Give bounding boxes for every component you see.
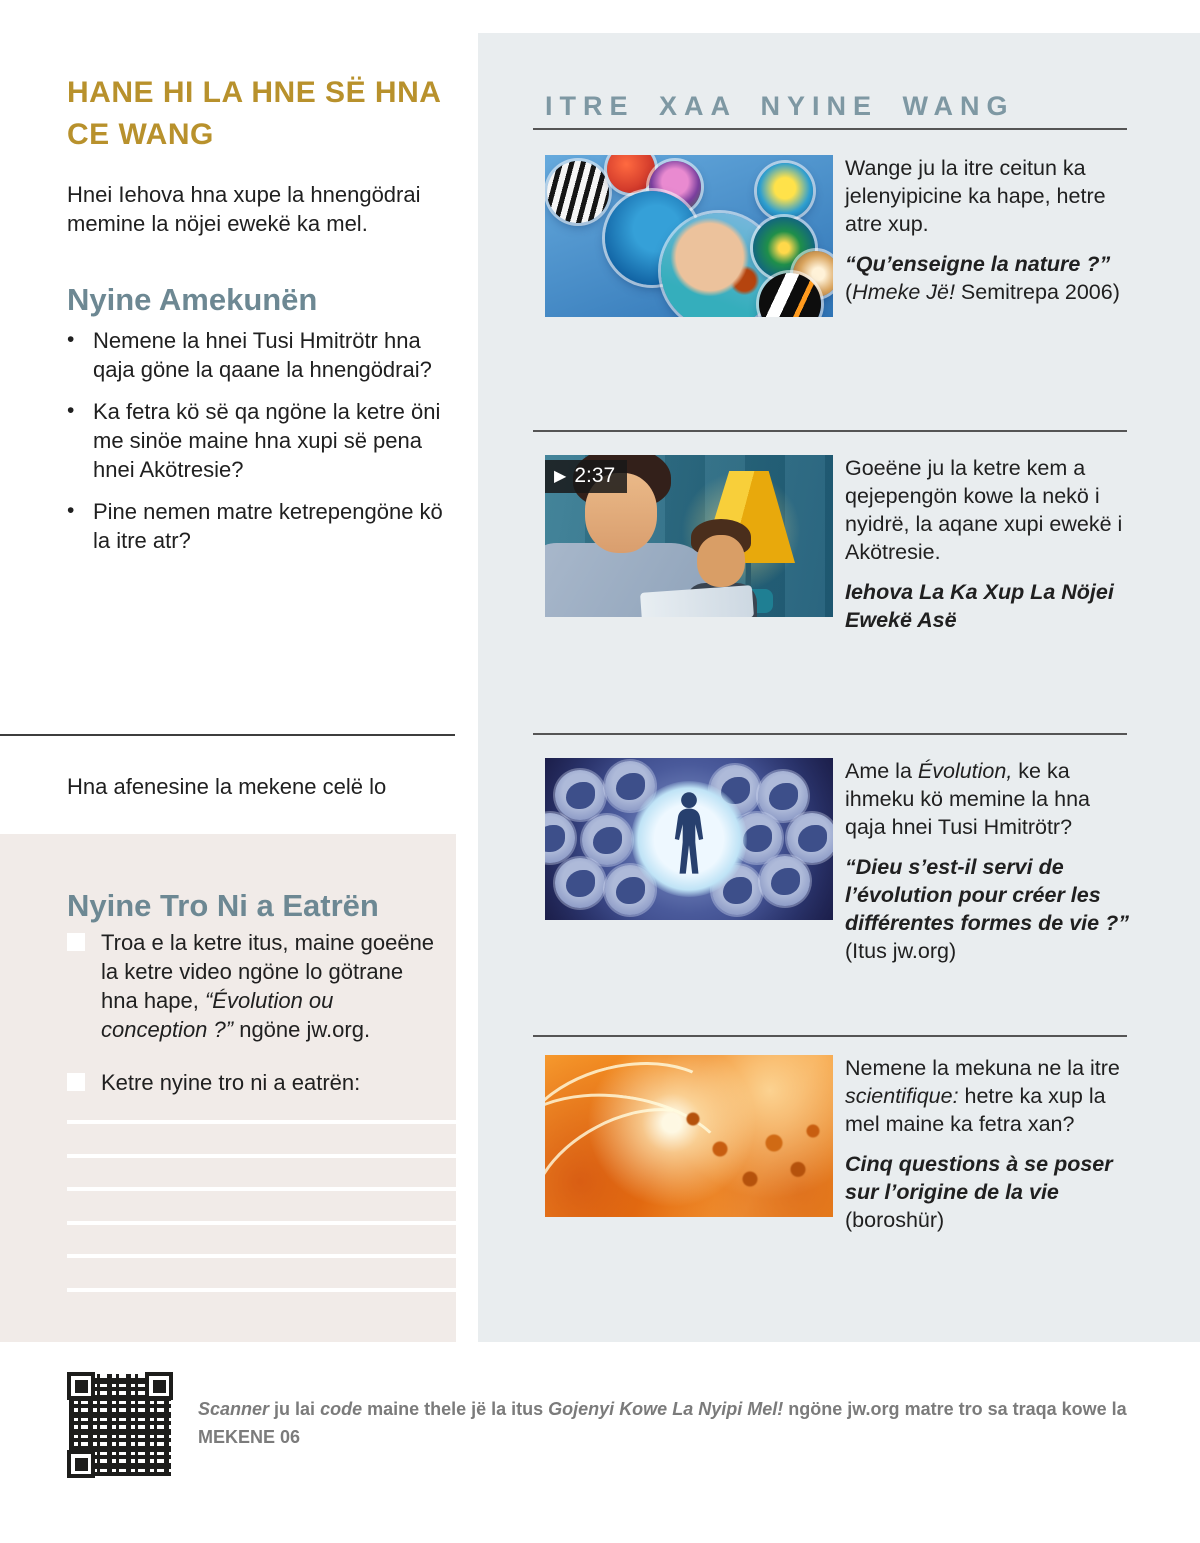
media-title: Iehova La Ka Xup La Nöjei Ewekë Asë (845, 579, 1114, 632)
question-text: Pine nemen matre ketrepengöne kö la itre atr? (93, 499, 443, 554)
source-run: Semitrepa 2006) (954, 279, 1120, 304)
zebra-bubble (547, 161, 609, 223)
description-italic: scientifique: (845, 1083, 959, 1108)
completed-date-label: Hna afenesine la mekene celë lo (67, 774, 387, 799)
qr-finder-icon (67, 1372, 95, 1400)
answer-line[interactable] (67, 1254, 456, 1258)
media-item (545, 155, 1145, 317)
title-run: Cinq questions à se poser sur l’origine de la vie (845, 1151, 1113, 1204)
media-item-text (845, 455, 1133, 635)
scan-line (198, 1399, 543, 1419)
dna-strand (675, 1095, 825, 1215)
qr-finder-icon (145, 1372, 173, 1400)
panel-divider (533, 128, 1127, 130)
goal-text-italic: “Évolution ou conception ?” (101, 988, 334, 1043)
checkbox[interactable] (67, 933, 85, 951)
animal-bubble (555, 770, 605, 820)
review-heading: Nyine Amekunën (67, 281, 318, 317)
goal-text (101, 928, 445, 1044)
answer-line[interactable] (67, 1288, 456, 1292)
scan-line: matre tro sa traqa kowe la MEKENE 06 (198, 1399, 1127, 1447)
goals-section (0, 834, 456, 1342)
answer-lines (67, 1120, 456, 1321)
video-duration-badge (545, 460, 627, 493)
panel-divider (533, 430, 1127, 432)
description-run: Ame la (845, 759, 918, 783)
scan-footer (67, 1372, 1200, 1478)
media-title (845, 1151, 1133, 1235)
goal-item (67, 928, 445, 1044)
media-item-text (845, 1055, 1133, 1235)
bullet-icon: • (67, 399, 75, 423)
title-run: “Dieu s’est-il servi de l’évolution pour créer les différentes formes de vie ?” (845, 854, 1129, 935)
answer-line[interactable] (67, 1187, 456, 1191)
media-title (845, 854, 1133, 966)
scan-line (548, 1399, 899, 1419)
intro-text: Hnei Iehova hna xupe la hnengödrai memine la nöjei ewekë ka mel. (67, 182, 421, 237)
animal-bubble (787, 813, 833, 863)
description-italic: Évolution, (917, 759, 1013, 783)
media-description: Goeëne ju la ketre kem a qejepengön kowe la nekö i nyidrë, la aqane xupi ewekë i Akötresie. (845, 456, 1123, 564)
scan-text-italic: Gojenyi Kowe La Nyipi Mel! (548, 1399, 784, 1419)
animal-bubble (555, 858, 605, 908)
son-face (697, 535, 745, 587)
goal-text-run: ngöne jw.org. (233, 1017, 371, 1043)
media-description (845, 758, 1133, 842)
media-title: “Qu’enseigne la nature ?” (845, 251, 1111, 276)
source-italic: Hmeke Jë! (852, 279, 955, 304)
play-icon: ▶ (554, 468, 567, 485)
qr-code (67, 1372, 173, 1478)
media-item-text (845, 155, 1133, 317)
answer-line[interactable] (67, 1154, 456, 1158)
more-to-watch-panel (478, 33, 1200, 1342)
evolution-thumbnail (545, 758, 833, 920)
description-run: ke ka ihmeku kö memine la hna qaja hnei Tusi Hmitrötr? (845, 759, 1090, 839)
media-item (545, 455, 1145, 635)
question-item (67, 397, 452, 484)
video-duration: 2:37 (574, 464, 616, 487)
media-source (845, 279, 1133, 307)
panel-divider (533, 1035, 1127, 1037)
left-divider (0, 734, 455, 736)
bullet-icon: • (67, 499, 75, 523)
scan-text-italic: Scanner (198, 1399, 270, 1419)
review-question-list (67, 326, 452, 568)
panel-divider (533, 733, 1127, 735)
source-run: ( (845, 279, 853, 304)
answer-line[interactable] (67, 1221, 456, 1225)
question-item (67, 326, 452, 384)
angelfish-bubble (757, 163, 813, 219)
question-item (67, 497, 452, 555)
scan-text-run: ngöne jw.org (783, 1399, 900, 1419)
red-fish-bubble (607, 155, 655, 193)
scan-text-run: maine thele jë la itus (362, 1399, 544, 1419)
media-item (545, 758, 1145, 966)
goal-text-run: Troa e la ketre itus, maine goeëne la ketre video ngöne lo götrane hna hape, (101, 930, 435, 1014)
checkbox[interactable] (67, 1073, 85, 1091)
description-run: Nemene la mekuna ne la itre (845, 1056, 1120, 1080)
media-item-text (845, 758, 1133, 966)
scan-text-italic: code (320, 1399, 363, 1419)
description-run: hetre ka xup la mel maine ka fetra xan? (845, 1083, 1106, 1136)
bullet-icon: • (67, 328, 75, 351)
media-item (545, 1055, 1145, 1235)
human-silhouette-icon (668, 791, 710, 887)
scan-instructions (198, 1396, 1200, 1478)
question-text: Ka fetra kö së qa ngöne la ketre öni me sinöe maine hna xupi së pena hnei Akötresie? (93, 399, 441, 483)
animal-bubble (582, 815, 632, 865)
goals-heading: Nyine Tro Ni a Eatrën (67, 887, 379, 923)
media-description: Wange ju la itre ceitun ka jelenyipicine ka hape, hetre atre xup. (845, 156, 1106, 236)
animal-bubble (760, 856, 810, 906)
scan-text-run: ju lai (269, 1399, 321, 1419)
page-title: HANE HI LA HNE SË HNA CE WANG (67, 76, 441, 152)
panel-heading: ITRE XAA NYINE WANG (545, 91, 1015, 122)
question-text: Nemene la hnei Tusi Hmitrötr hna qaja göne la qaane la hnengödrai? (93, 328, 432, 383)
media-source: (Itus jw.org) (845, 938, 957, 963)
qr-finder-icon (67, 1450, 95, 1478)
media-description (845, 1055, 1133, 1139)
video-thumbnail[interactable] (545, 455, 833, 617)
goal-item (67, 1068, 445, 1097)
dna-thumbnail (545, 1055, 833, 1217)
media-source: (boroshür) (845, 1207, 945, 1232)
animal-bubble (545, 813, 575, 863)
goal-text: Ketre nyine tro ni a eatrën: (101, 1070, 361, 1095)
answer-line[interactable] (67, 1120, 456, 1124)
nature-collage-thumbnail (545, 155, 833, 317)
